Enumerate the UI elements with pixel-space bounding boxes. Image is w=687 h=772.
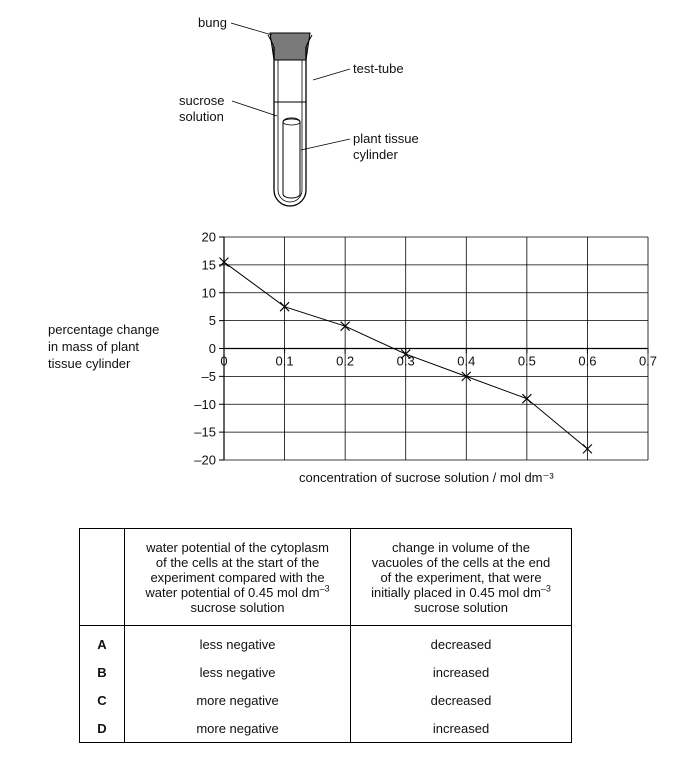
y-tick-label: –20 (194, 452, 216, 468)
x-tick-label: 0.3 (396, 353, 415, 369)
x-axis-label: concentration of sucrose solution / mol dm⁻³ (299, 470, 554, 485)
y-tick-label: 15 (201, 257, 216, 273)
x-tick-label: 0.5 (517, 353, 536, 369)
x-tick-label: 0.1 (275, 353, 294, 369)
header-volume-change: change in volume of the vacuoles of the cells at the end of the experiment, that were initially placed in 0.45 mol $dm^{-3}$ sucrose solution (351, 529, 572, 626)
y-tick-label: 10 (201, 285, 216, 301)
x-tick-label: 0.7 (638, 353, 658, 369)
answer-options-table (79, 528, 572, 743)
sucrose-solution-label-line2: solution (179, 109, 224, 124)
x-tick-label: 0.6 (578, 353, 597, 369)
option-letter: B (80, 658, 125, 686)
y-axis-label-line2: in mass of plant (48, 339, 140, 354)
y-axis-label-line1: percentage change (48, 322, 160, 337)
x-tick-label: 0 (220, 353, 228, 369)
y-tick-label: –10 (194, 396, 216, 412)
test-tube-label: test-tube (353, 61, 404, 76)
table-row (80, 626, 572, 659)
bung-label: bung (198, 15, 227, 30)
tissue-cylinder-label-line1: plant tissue (353, 131, 419, 146)
volume-change-cell: decreased (351, 686, 572, 714)
table-row (80, 658, 572, 686)
tissue-cylinder-label-line2: cylinder (353, 147, 398, 162)
sucrose-solution-label-line1: sucrose (179, 93, 225, 108)
y-axis-label-line3: tissue cylinder (48, 356, 131, 371)
option-letter: A (80, 626, 125, 659)
y-tick-label: –15 (194, 424, 216, 440)
y-tick-label: 0 (208, 341, 216, 356)
water-potential-cell: less negative (125, 626, 351, 659)
header-water-potential: water potential of the cytoplasm of the cells at the start of the experiment compared with the water potential of 0.45 mol $dm^{-3}$ sucrose solution (125, 529, 351, 626)
option-letter: C (80, 686, 125, 714)
x-tick-label: 0.4 (457, 353, 476, 369)
volume-change-cell: increased (351, 658, 572, 686)
table-row (80, 686, 572, 714)
table-row (80, 714, 572, 743)
water-potential-cell: less negative (125, 658, 351, 686)
x-tick-label: 0.2 (336, 353, 355, 369)
header-blank-cell (80, 529, 125, 626)
volume-change-cell: increased (351, 714, 572, 743)
table-header-row (80, 529, 572, 626)
y-tick-label: 5 (208, 313, 216, 329)
y-tick-label: 20 (201, 229, 216, 245)
water-potential-cell: more negative (125, 686, 351, 714)
water-potential-cell: more negative (125, 714, 351, 743)
option-letter: D (80, 714, 125, 743)
y-tick-label: –5 (201, 368, 216, 384)
volume-change-cell: decreased (351, 626, 572, 659)
